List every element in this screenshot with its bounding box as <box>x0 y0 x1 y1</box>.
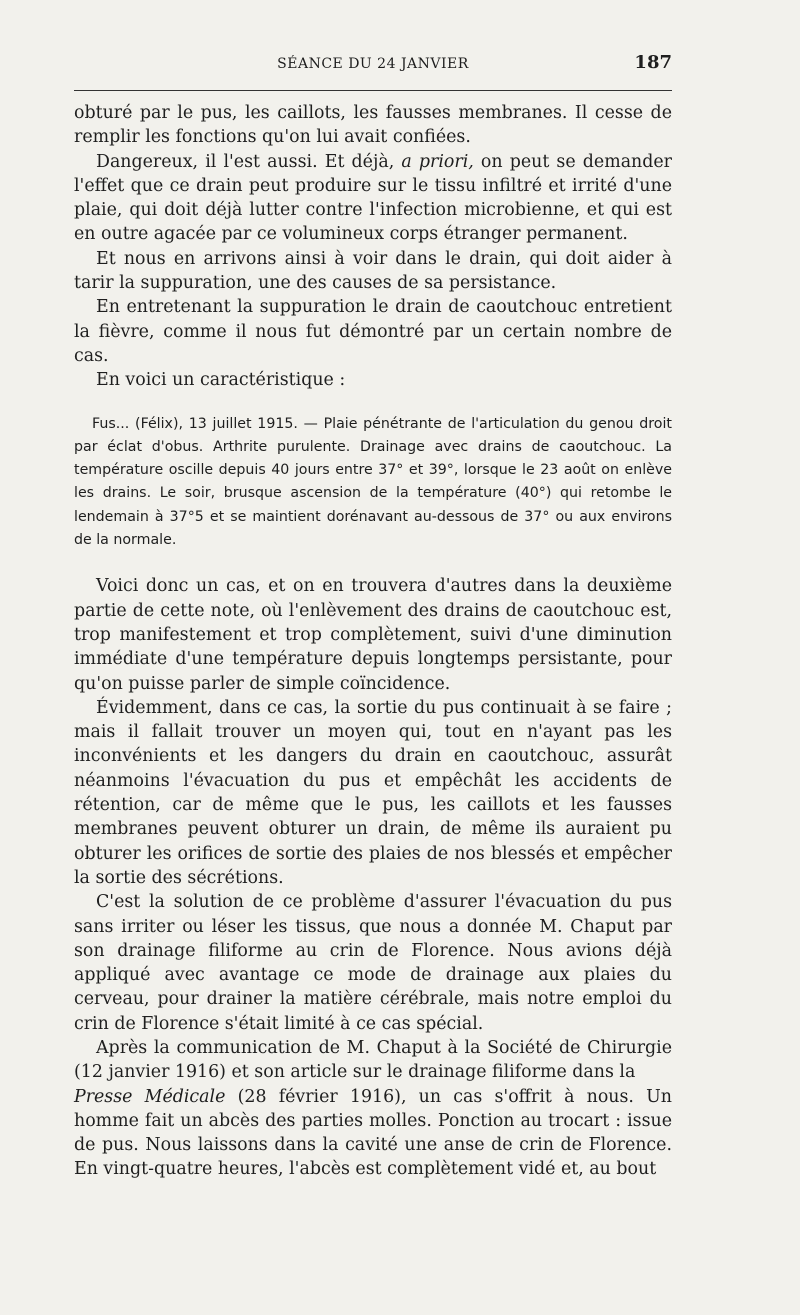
paragraph-dangereux-end: on peut se demander l'effet que ce drain peut produire sur le tissu infiltré et irrité d'une plaie, qui doit déjà lutter contre l'infection microbienne, et qui est en outre agacée par ce volumineux corps étranger permanent. <box>74 151 672 245</box>
paragraph-apres-end: (28 février 1916), un cas s'offrit à nous. Un homme fait un abcès des parties molles. Ponction au trocart : issue de pus. Nous laissons dans la cavité une anse de crin de Florence. En vingt-quatre heures, l'abcès est complètement vidé et, au bout <box>74 1086 672 1180</box>
document-page <box>74 52 672 1182</box>
paragraph-apres-communication <box>74 1036 672 1182</box>
body-text <box>74 101 672 1182</box>
journal-title-presse-medicale: Presse Médicale <box>74 1086 226 1107</box>
header-rule <box>74 90 672 91</box>
paragraph-caracteristique: En voici un caractéristique : <box>96 370 346 391</box>
paragraph-fievre: En entretenant la suppuration le drain de caoutchouc entretient la fièvre, comme il nous fut démontré par un certain nombre de cas. <box>74 297 672 366</box>
running-header-title: SÉANCE DU 24 JANVIER <box>277 56 469 72</box>
paragraph-evidemment: Évidemment, dans ce cas, la sortie du pus continuait à se faire ; mais il fallait trouver un moyen qui, tout en n'ayant pas les inconvénients et les dangers du drain en caoutchouc, assurât néanmoins l'évacuation du pus et empêchât les accidents de rétention, car de même que le pus, les caillots et les fausses membranes peuvent obturer un drain, de même ils auraient pu obturer les orifices de sortie des plaies de nos blessés et empêcher la sortie des sécrétions. <box>74 697 672 888</box>
paragraph-continuation: obturé par le pus, les caillots, les fausses membranes. Il cesse de remplir les fonctions qu'on lui avait confiées. <box>74 103 672 148</box>
paragraph-dangereux <box>74 150 672 247</box>
case-note-text: Fus... (Félix), 13 juillet 1915. — Plaie pénétrante de l'articulation du genou droit par éclat d'obus. Arthrite purulente. Drainage avec drains de caoutchouc. La température oscille depuis 40 jours entre 37° et 39°, lorsque le 23 août on enlève les drains. Le soir, brusque ascension de la température (40°) qui retombe le lendemain à 37°5 et se maintient dorénavant au-dessous de 37° ou aux environs de la normale. <box>74 415 672 549</box>
case-note <box>74 413 672 553</box>
latin-phrase-a-priori: a priori, <box>401 151 474 172</box>
running-header <box>74 52 672 76</box>
paragraph-persistance: Et nous en arrivons ainsi à voir dans le drain, qui doit aider à tarir la suppuration, une des causes de sa persistance. <box>74 248 672 294</box>
paragraph-apres-start: Après la communication de M. Chaput à la Société de Chirurgie (12 janvier 1916) et son article sur le drainage filiforme dans la <box>74 1037 672 1083</box>
paragraph-dangereux-start: Dangereux, il l'est aussi. Et déjà, <box>96 151 395 172</box>
paragraph-coincidence: Voici donc un cas, et on en trouvera d'autres dans la deuxième partie de cette note, où l'enlèvement des drains de caoutchouc est, trop manifestement et trop complètement, suivi d'une diminution immédiate d'une température depuis longtemps persistante, pour qu'on puisse parler de simple coïncidence. <box>74 576 672 694</box>
paragraph-chaput-solution: C'est la solution de ce problème d'assurer l'évacuation du pus sans irriter ou léser les tissus, que nous a donnée M. Chaput par son drainage filiforme au crin de Florence. Nous avions déjà appliqué avec avantage ce mode de drainage aux plaies du cerveau, pour drainer la matière cérébrale, mais notre emploi du crin de Florence s'était limité à ce cas spécial. <box>74 892 672 1034</box>
page-number: 187 <box>634 52 672 73</box>
